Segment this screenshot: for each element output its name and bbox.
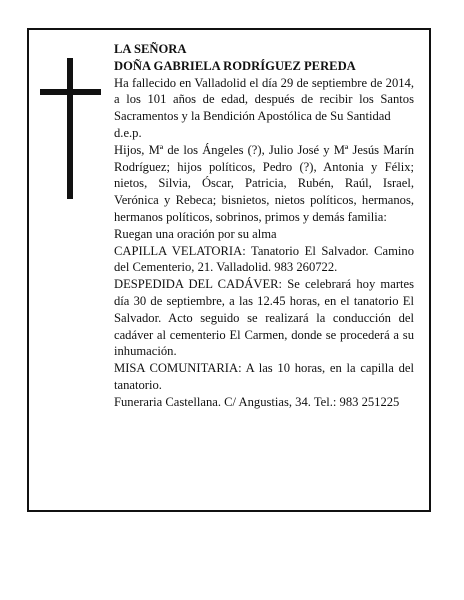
prayer-request: Ruegan una oración por su alma xyxy=(114,226,277,241)
cross-horizontal-bar xyxy=(40,89,101,95)
dep-line: d.e.p. xyxy=(114,125,142,140)
title-line: LA SEÑORA xyxy=(114,42,187,56)
mass-info: MISA COMUNITARIA: A las 10 horas, en la capilla del tanatorio. xyxy=(114,361,414,392)
funeral-home-info: Funeraria Castellana. C/ Angustias, 34. Tel.: 983 251225 xyxy=(114,394,400,409)
obituary-text xyxy=(114,41,414,411)
obituary-card xyxy=(27,28,431,512)
farewell-info: DESPEDIDA DEL CADÁVER: Se celebrará hoy martes día 30 de septiembre, a las 12.45 horas, en el tanatorio El Salvador. Acto seguido se realizará la conducción del cadáver al cementerio El Carmen, donde se procederá a su inhumación. xyxy=(114,277,414,359)
family-list: Hijos, Mª de los Ángeles (?), Julio José y Mª Jesús Marín Rodríguez; hijos políticos, Pedro (?), Antonia y Félix; nietos, Silvia, Óscar, Patricia, Rubén, Raúl, Israel, Verónica y Rebeca; bisnietos, nietos políticos, hermanos, hermanos políticos, sobrinos, primos y demás familia: xyxy=(114,142,414,224)
chapel-info: CAPILLA VELATORIA: Tanatorio El Salvador. Camino del Cementerio, 21. Valladolid. 983 260722. xyxy=(114,243,414,275)
cross-vertical-bar xyxy=(67,58,73,199)
deceased-name: DOÑA GABRIELA RODRÍGUEZ PEREDA xyxy=(114,58,356,73)
death-announcement: Ha fallecido en Valladolid el día 29 de septiembre de 2014, a los 101 años de edad, después de recibir los Santos Sacramentos y la Bendición Apostólica de Su Santidad xyxy=(114,75,414,124)
